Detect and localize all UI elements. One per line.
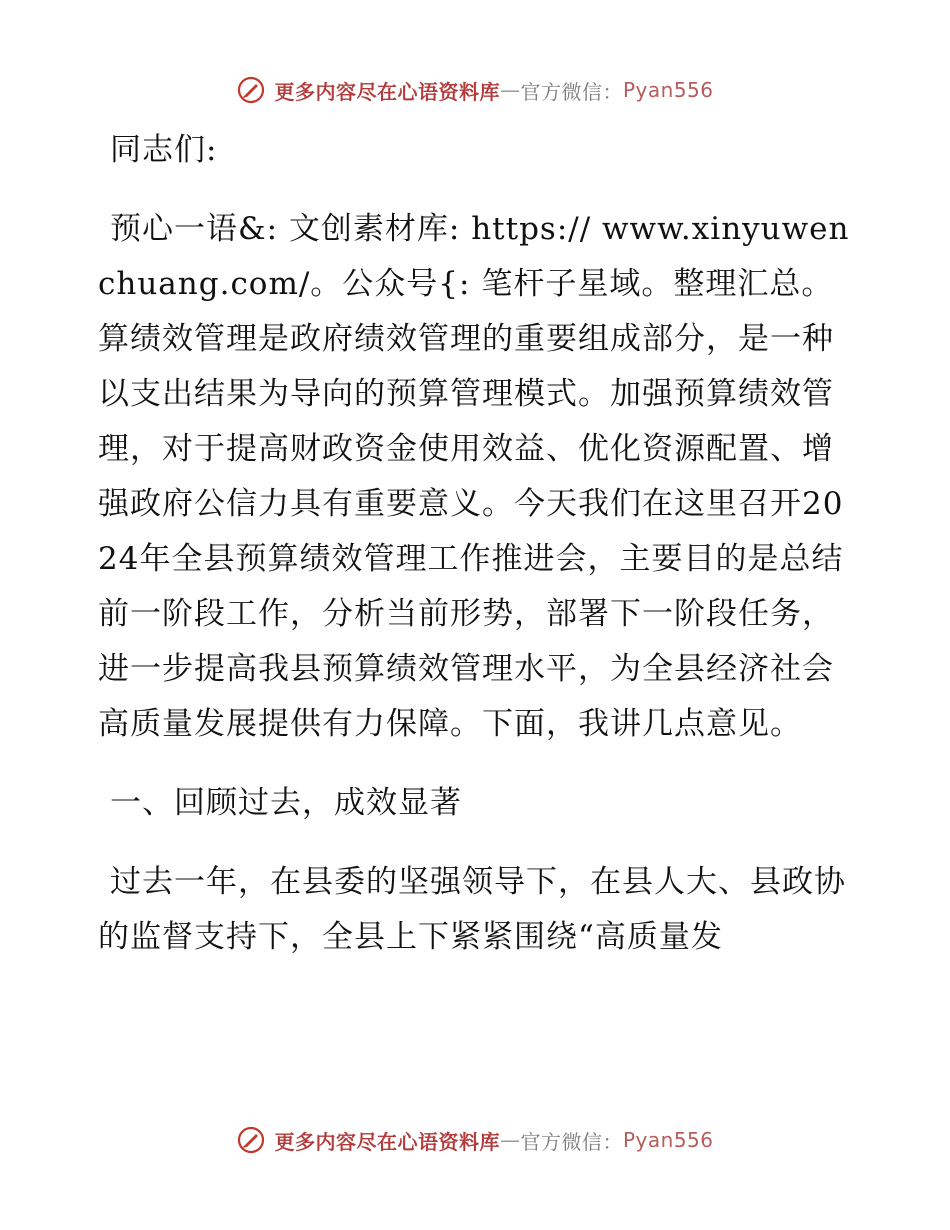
banner-wechat-id: Pyan556 bbox=[622, 1128, 714, 1152]
greeting: 同志们: bbox=[110, 132, 218, 168]
section-body-paragraph: 过去一年，在县委的坚强领导下，在县人大、县政协的监督支持下，全县上下紧紧围绕“高质量发 bbox=[98, 864, 846, 955]
section-heading: 一、回顾过去，成效显著 bbox=[110, 785, 462, 821]
banner-site-text: 更多内容尽在心语资料库 bbox=[274, 1129, 500, 1154]
document-body bbox=[98, 123, 850, 965]
pen-logo-icon bbox=[236, 1125, 266, 1155]
footer-watermark-banner bbox=[0, 1120, 950, 1160]
banner-wechat-id: Pyan556 bbox=[622, 78, 714, 102]
pen-logo-icon bbox=[236, 75, 266, 105]
banner-dash: — bbox=[499, 78, 521, 102]
banner-dash: — bbox=[499, 1128, 521, 1152]
header-watermark-banner bbox=[0, 70, 950, 110]
banner-official-label: 官方微信： bbox=[520, 1129, 623, 1154]
banner-site-text: 更多内容尽在心语资料库 bbox=[274, 79, 500, 104]
intro-paragraph: 预心一语&: 文创素材库: https:// www.xinyuwenchuang.com/。公众号{: 笔杆子星域。整理汇总。算绩效管理是政府绩效管理的重要组成部分，是一种以支出结果为导向的预算管理模式。加强预算绩效管理，对于提高财政资金使用效益、优化资源配置、增强政府公信力具有重要意义。今天我们在这里召开2024年全县预算绩效管理工作推进会，主要目的是总结前一阶段工作，分析当前形势，部署下一阶段任务，进一步提高我县预算绩效管理水平，为全县经济社会高质量发展提供有力保障。下面，我讲几点意见。 bbox=[98, 211, 850, 742]
banner-official-label: 官方微信： bbox=[520, 79, 623, 104]
